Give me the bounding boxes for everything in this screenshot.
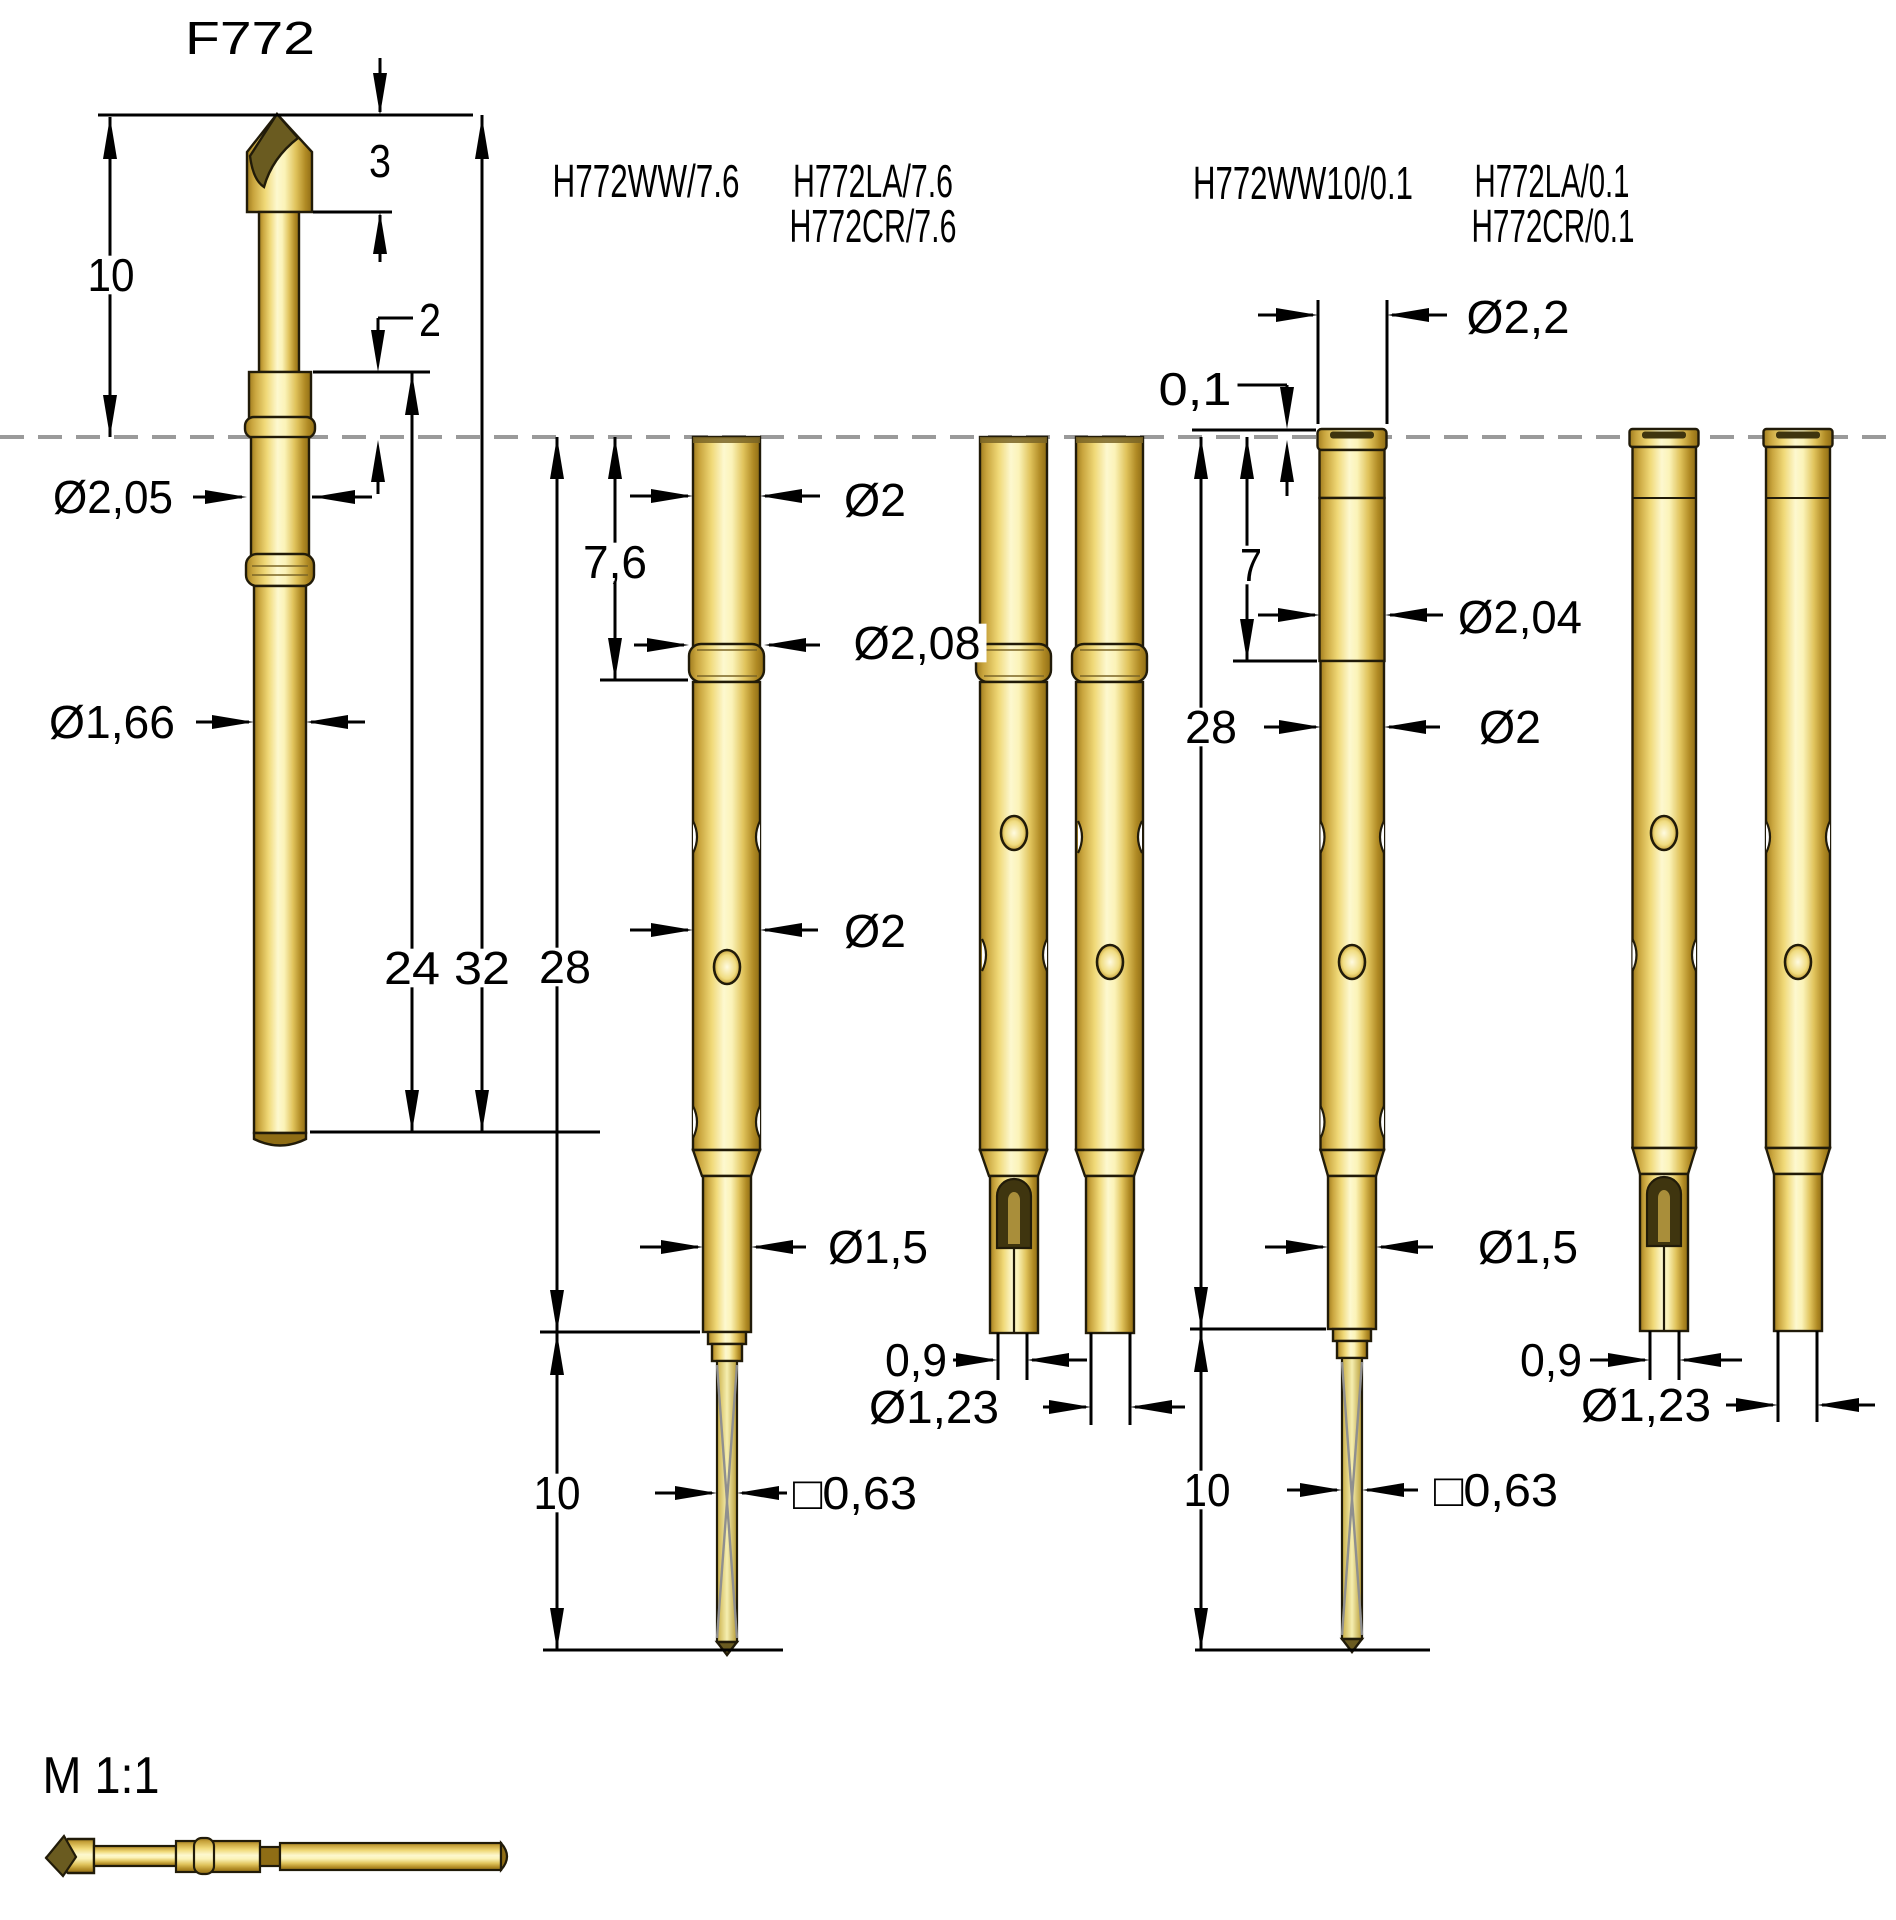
dim-off-01: 0,1 bbox=[1158, 363, 1232, 415]
dim-dia-22: Ø2,2 bbox=[1466, 291, 1570, 343]
receptacle-h772cr-7-6 bbox=[1072, 437, 1147, 1333]
dim-sq-063-right: □0,63 bbox=[1434, 1464, 1558, 1516]
scale-label: M 1:1 bbox=[42, 1747, 160, 1805]
probe-f772 bbox=[245, 114, 315, 1146]
receptacle-h772la-0-1 bbox=[1630, 429, 1699, 1331]
dim-len-32: 32 bbox=[454, 942, 510, 994]
dim-dia-208: Ø2,08 bbox=[853, 617, 981, 669]
dim-dia-2-mid: Ø2 bbox=[844, 905, 906, 957]
column-label-la76: H772LA/7.6 bbox=[793, 155, 953, 207]
dim-len-76: 7,6 bbox=[583, 536, 647, 588]
column-label-cr76: H772CR/7.6 bbox=[789, 200, 957, 252]
column-label-ww76: H772WW/7.6 bbox=[552, 155, 740, 207]
dim-tip-length: 3 bbox=[369, 135, 391, 187]
column-label-la01: H772LA/0.1 bbox=[1474, 155, 1630, 207]
dim-dia-15-right: Ø1,5 bbox=[1478, 1221, 1578, 1273]
dim-dia-123-left: Ø1,23 bbox=[869, 1381, 999, 1433]
dim-len-10-right: 10 bbox=[1183, 1464, 1231, 1516]
dim-dia-204: Ø2,04 bbox=[1458, 591, 1582, 643]
dim-len-28-left: 28 bbox=[539, 941, 591, 993]
part-number: F772 bbox=[185, 12, 315, 64]
dim-dia-2-right: Ø2 bbox=[1479, 701, 1541, 753]
dim-len-24: 24 bbox=[384, 942, 440, 994]
dim-dia-166: Ø1,66 bbox=[49, 696, 175, 748]
receptacle-h772cr-0-1 bbox=[1764, 429, 1833, 1331]
dim-dia-123-right: Ø1,23 bbox=[1581, 1379, 1711, 1431]
column-label-cr01: H772CR/0.1 bbox=[1471, 200, 1635, 252]
column-label-ww10: H772WW10/0.1 bbox=[1193, 157, 1413, 209]
dim-len-28-right: 28 bbox=[1185, 701, 1237, 753]
dim-dia-15-left: Ø1,5 bbox=[828, 1221, 928, 1273]
dim-dia-205: Ø2,05 bbox=[53, 471, 173, 523]
dim-sq-063-left: □0,63 bbox=[793, 1467, 917, 1519]
dim-w-09-left: 0,9 bbox=[885, 1334, 947, 1386]
dim-w-09-right: 0,9 bbox=[1520, 1334, 1582, 1386]
dim-stroke-10: 10 bbox=[87, 249, 135, 301]
dim-collar-2: 2 bbox=[419, 294, 441, 346]
dim-dia-2-top: Ø2 bbox=[844, 474, 906, 526]
receptacle-h772ww10-0-1 bbox=[1318, 429, 1387, 1652]
dim-len-10-left: 10 bbox=[533, 1467, 581, 1519]
dim-len-7: 7 bbox=[1240, 539, 1262, 591]
probe-f772-true-size bbox=[46, 1836, 507, 1876]
receptacle-h772la-7-6 bbox=[976, 437, 1051, 1333]
receptacle-h772ww-7-6 bbox=[689, 437, 764, 1655]
